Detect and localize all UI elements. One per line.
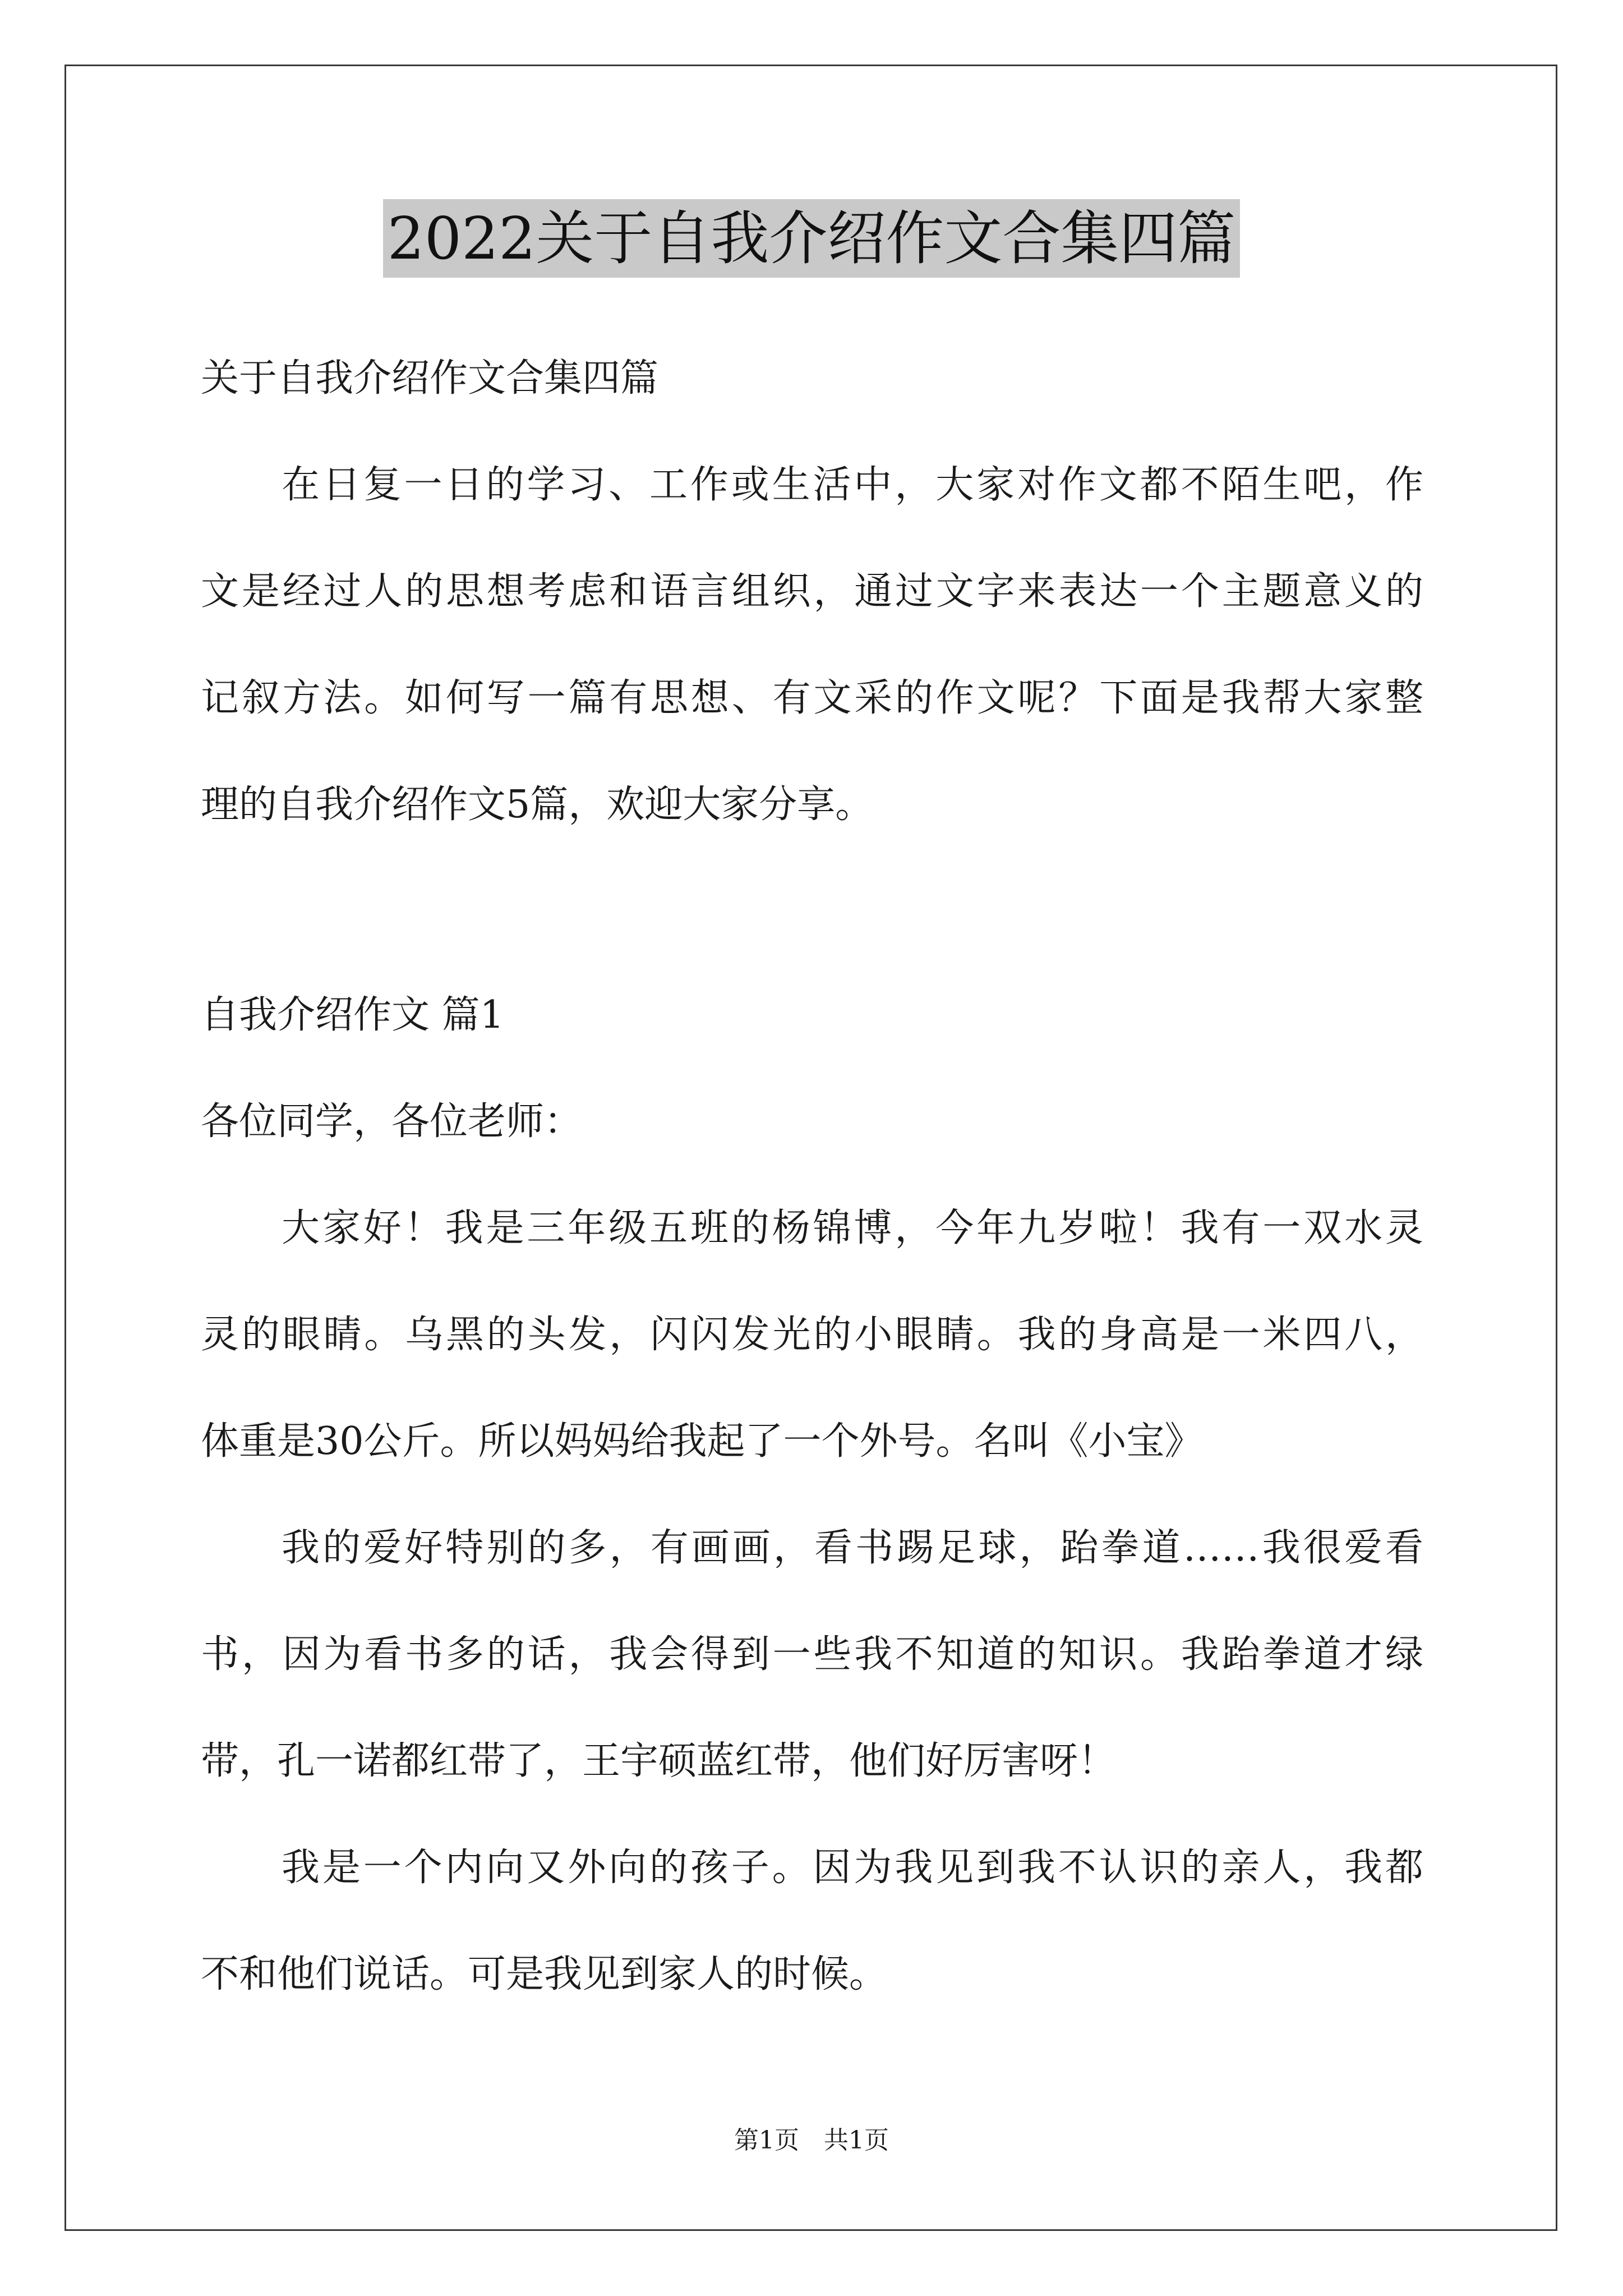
document-title: 2022关于自我介绍作文合集四篇	[383, 199, 1241, 278]
para3-line-2: 不和他们说话。可是我见到家人的时候。	[201, 1952, 888, 1996]
para2-line-3: 带，孔一诺都红带了，王宇硕蓝红带，他们好厉害呀！	[201, 1739, 1117, 1783]
para2-line-2: 书，因为看书多的话，我会得到一些我不知道的知识。我跆拳道才绿	[201, 1632, 1423, 1677]
section-heading: 自我介绍作文 篇1	[201, 993, 504, 1037]
para1-line-2: 灵的眼睛。乌黑的头发，闪闪发光的小眼睛。我的身高是一米四八，	[201, 1313, 1423, 1357]
intro-line-4: 理的自我介绍作文5篇，欢迎大家分享。	[201, 783, 874, 827]
document-subtitle: 关于自我介绍作文合集四篇	[201, 356, 659, 401]
intro-line-2: 文是经过人的思想考虑和语言组织，通过文字来表达一个主题意义的	[201, 569, 1423, 614]
intro-line-1: 在日复一日的学习、工作或生活中，大家对作文都不陌生吧，作	[282, 463, 1423, 507]
para1-line-3: 体重是30公斤。所以妈妈给我起了一个外号。名叫《小宝》	[201, 1419, 1203, 1464]
title-container	[0, 199, 1623, 278]
page-footer: 第1页 共1页	[734, 2126, 889, 2155]
greeting: 各位同学，各位老师：	[201, 1099, 583, 1144]
intro-line-3: 记叙方法。如何写一篇有思想、有文采的作文呢？下面是我帮大家整	[201, 676, 1423, 720]
para2-line-1: 我的爱好特别的多，有画画，看书踢足球，跆拳道……我很爱看	[282, 1526, 1423, 1570]
para3-line-1: 我是一个内向又外向的孩子。因为我见到我不认识的亲人，我都	[282, 1846, 1423, 1890]
para1-line-1: 大家好！我是三年级五班的杨锦博，今年九岁啦！我有一双水灵	[282, 1206, 1423, 1250]
